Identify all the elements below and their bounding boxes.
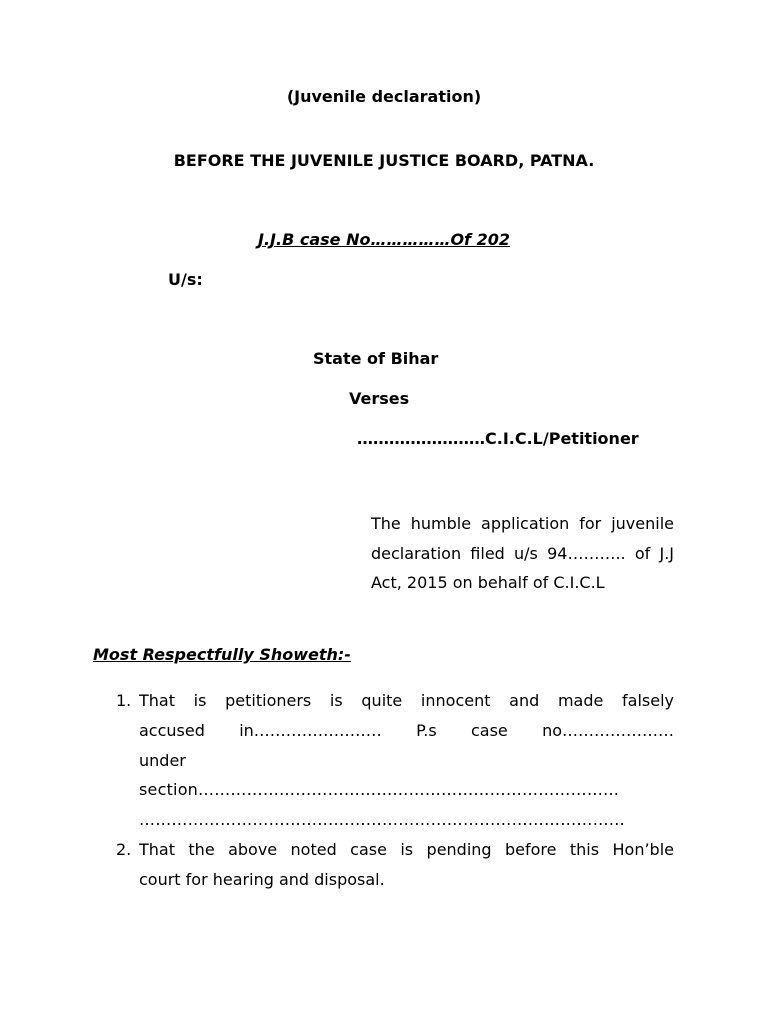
showeth-heading: Most Respectfully Showeth:- [93,645,351,664]
list-item [110,835,674,895]
list-item [110,686,674,835]
case-number: J.J.B case No……………Of 202 [258,230,510,249]
list-item-line: That the above noted case is pending before this Hon’ble [139,839,674,859]
versus-label: Verses [349,389,410,408]
list-item-line: That is petitioners is quite innocent and made falsely [139,691,674,710]
court-heading: BEFORE THE JUVENILE JUSTICE BOARD, PATNA. [173,151,595,170]
humble-application-paragraph: The humble application for juvenile declaration filed u/s 94……….. of J.J Act, 2015 on behalf of C.I.C.L [371,514,674,593]
list-item-line: section…………………………………………………………………… [139,780,620,800]
list-item-line: accused in…………………… P.s case no………………… [139,720,674,740]
declaration-title: (Juvenile declaration) [286,87,482,106]
list-item-line: court for hearing and disposal. [139,869,385,889]
list-item-line: ……………………………………………………………………………… [139,810,625,830]
list-item-number: 2. [116,839,132,859]
under-section-label: U/s: [168,270,203,289]
petitioner-label: ……………………C.I.C.L/Petitioner [357,429,639,448]
party-state: State of Bihar [313,349,439,368]
list-item-line: under [139,750,186,770]
numbered-list [110,686,674,895]
list-item-number: 1. [116,691,132,710]
